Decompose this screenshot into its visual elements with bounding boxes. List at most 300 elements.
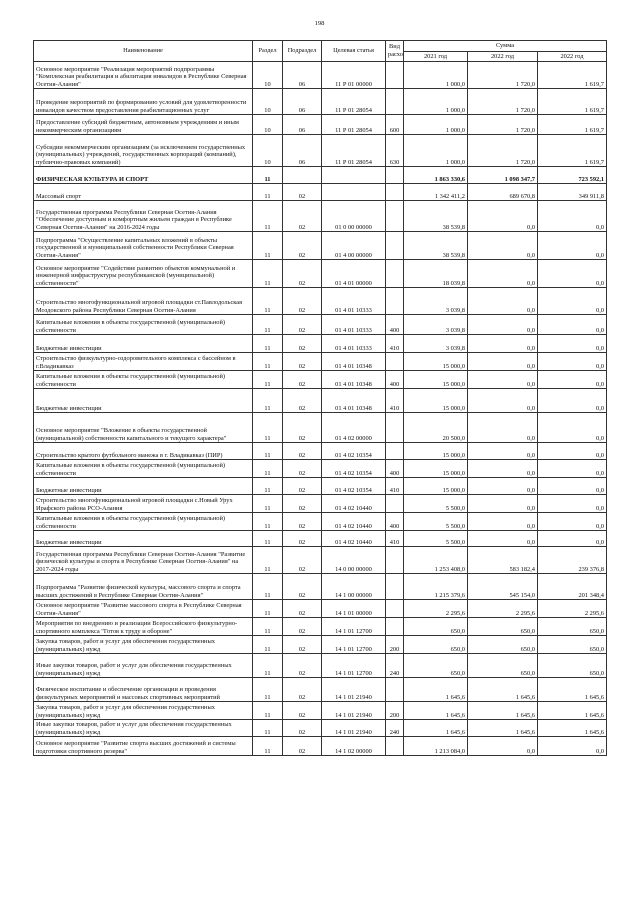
cell-razdel: 11	[253, 495, 283, 513]
cell-vid	[386, 167, 404, 184]
cell-podrazdel: 02	[283, 547, 322, 574]
cell-sum-2022b: 0,0	[538, 353, 607, 371]
cell-vid	[386, 547, 404, 574]
cell-razdel: 11	[253, 531, 283, 547]
cell-sum-2021: 20 500,0	[404, 413, 468, 443]
table-row	[34, 618, 607, 636]
cell-sum-2021: 1 000,0	[404, 89, 468, 115]
table-row	[34, 478, 607, 495]
cell-sum-2022a: 2 295,6	[468, 600, 538, 618]
cell-sum-2022a: 1 720,0	[468, 115, 538, 135]
table-row	[34, 89, 607, 115]
cell-sum-2021: 15 000,0	[404, 478, 468, 495]
cell-podrazdel: 02	[283, 288, 322, 315]
cell-target-article: 11 Р 01 28054	[322, 89, 386, 115]
header-sum: Сумма	[404, 41, 607, 52]
cell-razdel: 11	[253, 353, 283, 371]
cell-sum-2022b: 1 619,7	[538, 62, 607, 89]
table-row	[34, 315, 607, 335]
cell-vid: 400	[386, 371, 404, 389]
cell-sum-2022b: 0,0	[538, 260, 607, 288]
cell-name: Иные закупки товаров, работ и услуг для обеспечения государственных (муниципальных) нужд	[34, 720, 253, 737]
cell-sum-2022a: 0,0	[468, 201, 538, 232]
cell-podrazdel: 02	[283, 371, 322, 389]
cell-sum-2021: 650,0	[404, 654, 468, 678]
table-row	[34, 737, 607, 756]
cell-name: Бюджетные инвестиции	[34, 335, 253, 353]
cell-sum-2022a: 0,0	[468, 413, 538, 443]
cell-target-article: 14 1 01 00000	[322, 600, 386, 618]
table-row	[34, 260, 607, 288]
cell-target-article: 11 Р 01 28054	[322, 135, 386, 167]
cell-podrazdel: 02	[283, 495, 322, 513]
cell-vid	[386, 737, 404, 756]
cell-name: Строительство физкультурно-оздоровительного комплекса с бассейном в г.Владикавказ	[34, 353, 253, 371]
cell-sum-2022b: 0,0	[538, 288, 607, 315]
cell-vid	[386, 288, 404, 315]
cell-sum-2022b: 0,0	[538, 201, 607, 232]
cell-sum-2021: 5 500,0	[404, 495, 468, 513]
cell-sum-2021: 15 000,0	[404, 389, 468, 413]
table-row	[34, 547, 607, 574]
table-row	[34, 371, 607, 389]
cell-target-article: 01 4 01 10348	[322, 389, 386, 413]
cell-razdel: 11	[253, 443, 283, 460]
table-row	[34, 288, 607, 315]
cell-podrazdel: 02	[283, 443, 322, 460]
cell-razdel: 11	[253, 678, 283, 702]
cell-podrazdel	[283, 167, 322, 184]
cell-vid: 200	[386, 702, 404, 720]
cell-target-article: 01 4 00 00000	[322, 232, 386, 260]
cell-sum-2021: 3 039,8	[404, 288, 468, 315]
cell-target-article: 01 4 01 10333	[322, 335, 386, 353]
cell-razdel: 11	[253, 478, 283, 495]
cell-name: Проведение мероприятий по формированию условий для удовлетворенности инвалидов качеством предоставления реабилитационных услуг	[34, 89, 253, 115]
cell-sum-2022b: 650,0	[538, 618, 607, 636]
cell-sum-2022b: 0,0	[538, 443, 607, 460]
cell-vid: 410	[386, 478, 404, 495]
budget-table	[33, 40, 607, 756]
cell-sum-2022a: 689 670,8	[468, 184, 538, 201]
cell-podrazdel: 02	[283, 600, 322, 618]
cell-target-article: 14 1 01 21940	[322, 678, 386, 702]
cell-podrazdel: 02	[283, 654, 322, 678]
table-row	[34, 678, 607, 702]
cell-name: Подпрограмма "Развитие физической культуры, массового спорта и спорта высших достижений в Республике Северная Осетия-Алания"	[34, 574, 253, 600]
cell-sum-2022b: 1 645,6	[538, 702, 607, 720]
cell-razdel: 11	[253, 720, 283, 737]
cell-razdel: 11	[253, 654, 283, 678]
cell-razdel: 10	[253, 115, 283, 135]
cell-podrazdel: 02	[283, 260, 322, 288]
cell-vid	[386, 201, 404, 232]
cell-target-article: 01 4 01 10348	[322, 371, 386, 389]
cell-sum-2022a: 650,0	[468, 654, 538, 678]
cell-podrazdel: 06	[283, 115, 322, 135]
cell-razdel: 10	[253, 89, 283, 115]
header-razdel: Раздел	[253, 41, 283, 62]
cell-razdel: 11	[253, 636, 283, 654]
cell-name: Основное мероприятие "Вложение в объекты государственной (муниципальной) собственности капитального и текущего характера"	[34, 413, 253, 443]
cell-podrazdel: 02	[283, 353, 322, 371]
cell-sum-2022b: 1 645,6	[538, 678, 607, 702]
table-row	[34, 460, 607, 478]
cell-target-article: 01 4 02 10440	[322, 513, 386, 531]
cell-sum-2022a: 1 645,6	[468, 702, 538, 720]
table-row	[34, 201, 607, 232]
cell-name: Капитальные вложения в объекты государственной (муниципальной) собственности	[34, 460, 253, 478]
cell-podrazdel: 02	[283, 478, 322, 495]
cell-podrazdel: 02	[283, 531, 322, 547]
cell-name: Основное мероприятие "Развитие массового спорта в Республике Северная Осетия-Алания"	[34, 600, 253, 618]
table-row	[34, 636, 607, 654]
header-2022b: 2022 год	[538, 52, 607, 62]
cell-podrazdel: 02	[283, 460, 322, 478]
cell-sum-2021: 18 039,8	[404, 260, 468, 288]
header-podrazdel: Подраздел	[283, 41, 322, 62]
cell-sum-2022b: 0,0	[538, 389, 607, 413]
cell-sum-2022a: 0,0	[468, 288, 538, 315]
cell-sum-2022a: 0,0	[468, 371, 538, 389]
cell-podrazdel: 06	[283, 135, 322, 167]
table-row	[34, 720, 607, 737]
cell-vid	[386, 184, 404, 201]
cell-name: ФИЗИЧЕСКАЯ КУЛЬТУРА И СПОРТ	[34, 167, 253, 184]
cell-name: Закупка товаров, работ и услуг для обеспечения государственных (муниципальных) нужд	[34, 636, 253, 654]
cell-razdel: 10	[253, 135, 283, 167]
cell-vid	[386, 443, 404, 460]
cell-razdel: 11	[253, 232, 283, 260]
cell-target-article: 14 1 01 12700	[322, 636, 386, 654]
cell-sum-2022a: 1 645,6	[468, 678, 538, 702]
cell-name: Основное мероприятие "Содействие развитию объектов коммунальной и инженерной инфраструктуры республиканской (муниципальной) собственности"	[34, 260, 253, 288]
cell-vid	[386, 495, 404, 513]
cell-vid: 200	[386, 636, 404, 654]
cell-podrazdel: 02	[283, 678, 322, 702]
cell-sum-2021: 1 000,0	[404, 115, 468, 135]
table-row	[34, 353, 607, 371]
cell-razdel: 11	[253, 184, 283, 201]
table-row	[34, 600, 607, 618]
cell-sum-2021: 2 295,6	[404, 600, 468, 618]
page-number: 198	[314, 20, 325, 27]
cell-razdel: 11	[253, 201, 283, 232]
cell-target-article: 01 4 02 10354	[322, 460, 386, 478]
cell-name: Физическое воспитание и обеспечение организации и проведения физкультурных мероприятий и массовых спортивных мероприятий	[34, 678, 253, 702]
cell-sum-2022b: 1 619,7	[538, 89, 607, 115]
cell-sum-2022a: 0,0	[468, 443, 538, 460]
table-row	[34, 167, 607, 184]
cell-name: Основное мероприятие "Развитие спорта высших достижений и системы подготовки спортивного резерва"	[34, 737, 253, 756]
header-2021: 2021 год	[404, 52, 468, 62]
cell-sum-2021: 15 000,0	[404, 353, 468, 371]
cell-podrazdel: 02	[283, 737, 322, 756]
table-row	[34, 574, 607, 600]
cell-target-article: 01 4 01 10333	[322, 315, 386, 335]
cell-sum-2022a: 0,0	[468, 232, 538, 260]
table-row	[34, 513, 607, 531]
cell-sum-2022a: 1 645,6	[468, 720, 538, 737]
cell-podrazdel: 06	[283, 89, 322, 115]
cell-vid: 630	[386, 135, 404, 167]
cell-vid	[386, 600, 404, 618]
cell-vid: 240	[386, 654, 404, 678]
cell-target-article: 01 0 00 00000	[322, 201, 386, 232]
table-row	[34, 654, 607, 678]
cell-target-article: 14 1 01 12700	[322, 618, 386, 636]
cell-sum-2022b: 1 619,7	[538, 135, 607, 167]
cell-target-article: 01 4 02 10354	[322, 443, 386, 460]
cell-sum-2022a: 0,0	[468, 260, 538, 288]
cell-razdel: 10	[253, 62, 283, 89]
cell-target-article: 01 4 02 10354	[322, 478, 386, 495]
table-row	[34, 115, 607, 135]
cell-vid: 400	[386, 513, 404, 531]
table-row	[34, 135, 607, 167]
cell-sum-2022b: 2 295,6	[538, 600, 607, 618]
cell-name: Закупка товаров, работ и услуг для обеспечения государственных (муниципальных) нужд	[34, 702, 253, 720]
cell-sum-2021: 1 645,6	[404, 678, 468, 702]
cell-target-article: 01 4 01 10348	[322, 353, 386, 371]
cell-razdel: 11	[253, 460, 283, 478]
cell-vid	[386, 618, 404, 636]
cell-podrazdel: 02	[283, 574, 322, 600]
cell-podrazdel: 02	[283, 184, 322, 201]
cell-podrazdel: 02	[283, 335, 322, 353]
cell-sum-2022b: 650,0	[538, 636, 607, 654]
cell-podrazdel: 02	[283, 720, 322, 737]
cell-name: Капитальные вложения в объекты государственной (муниципальной) собственности	[34, 371, 253, 389]
table-row	[34, 531, 607, 547]
cell-sum-2022b: 0,0	[538, 413, 607, 443]
cell-sum-2021: 15 000,0	[404, 443, 468, 460]
cell-target-article: 11 Р 01 00000	[322, 62, 386, 89]
cell-sum-2021: 38 539,8	[404, 232, 468, 260]
cell-vid: 410	[386, 389, 404, 413]
cell-vid	[386, 232, 404, 260]
cell-vid: 240	[386, 720, 404, 737]
cell-sum-2021: 1 000,0	[404, 135, 468, 167]
cell-target-article: 14 1 01 21940	[322, 702, 386, 720]
cell-sum-2021: 650,0	[404, 636, 468, 654]
cell-podrazdel: 02	[283, 232, 322, 260]
cell-sum-2022a: 0,0	[468, 315, 538, 335]
cell-name: Иные закупки товаров, работ и услуг для обеспечения государственных (муниципальных) нужд	[34, 654, 253, 678]
cell-sum-2022a: 0,0	[468, 737, 538, 756]
cell-podrazdel: 06	[283, 62, 322, 89]
cell-razdel: 11	[253, 371, 283, 389]
cell-razdel: 11	[253, 315, 283, 335]
cell-sum-2022b: 0,0	[538, 513, 607, 531]
cell-sum-2022b: 1 619,7	[538, 115, 607, 135]
cell-sum-2021: 1 253 408,0	[404, 547, 468, 574]
header-target-article: Целевая статья	[322, 41, 386, 62]
cell-sum-2022a: 1 098 347,7	[468, 167, 538, 184]
cell-sum-2022a: 545 154,0	[468, 574, 538, 600]
cell-sum-2021: 1 213 084,0	[404, 737, 468, 756]
cell-sum-2021: 3 039,8	[404, 315, 468, 335]
cell-vid	[386, 89, 404, 115]
cell-vid: 410	[386, 335, 404, 353]
cell-name: Основное мероприятие "Реализация мероприятий подпрограммы "Комплексная реабилитация и абилитация инвалидов в Республике Северная Осетия-Алания"	[34, 62, 253, 89]
cell-sum-2022b: 0,0	[538, 531, 607, 547]
cell-vid	[386, 413, 404, 443]
cell-target-article	[322, 184, 386, 201]
table-body	[34, 62, 607, 756]
cell-razdel: 11	[253, 260, 283, 288]
cell-vid: 400	[386, 315, 404, 335]
cell-podrazdel: 02	[283, 636, 322, 654]
cell-name: Бюджетные инвестиции	[34, 389, 253, 413]
cell-sum-2021: 5 500,0	[404, 513, 468, 531]
header-vid: Вид расхо	[386, 41, 404, 62]
cell-vid	[386, 353, 404, 371]
cell-sum-2021: 1 000,0	[404, 62, 468, 89]
cell-target-article: 14 1 01 21940	[322, 720, 386, 737]
cell-target-article: 11 Р 01 28054	[322, 115, 386, 135]
cell-sum-2022b: 201 348,4	[538, 574, 607, 600]
cell-sum-2021: 650,0	[404, 618, 468, 636]
cell-target-article: 01 4 02 00000	[322, 413, 386, 443]
cell-sum-2022b: 349 911,8	[538, 184, 607, 201]
cell-vid	[386, 62, 404, 89]
cell-sum-2022b: 0,0	[538, 478, 607, 495]
cell-vid: 600	[386, 115, 404, 135]
cell-sum-2022b: 0,0	[538, 315, 607, 335]
table-row	[34, 443, 607, 460]
cell-sum-2022a: 1 720,0	[468, 135, 538, 167]
table-row	[34, 389, 607, 413]
cell-target-article	[322, 167, 386, 184]
header-2022a: 2022 год	[468, 52, 538, 62]
cell-podrazdel: 02	[283, 315, 322, 335]
cell-sum-2022a: 0,0	[468, 335, 538, 353]
cell-vid	[386, 574, 404, 600]
cell-sum-2021: 1 645,6	[404, 720, 468, 737]
cell-sum-2022a: 1 720,0	[468, 62, 538, 89]
cell-sum-2022a: 0,0	[468, 389, 538, 413]
cell-sum-2022a: 0,0	[468, 460, 538, 478]
cell-name: Подпрограмма "Осуществление капитальных вложений в объекты государственной и муниципальной собственности Республики Северная Осетия-Алания"	[34, 232, 253, 260]
cell-sum-2022b: 0,0	[538, 371, 607, 389]
cell-name: Государственная программа Республики Северная Осетия-Алания "Обеспечение доступным и комфортным жильем граждан в Республике Северная Осетия-Алания" на 2016-2024 годы	[34, 201, 253, 232]
cell-vid: 410	[386, 531, 404, 547]
cell-vid	[386, 678, 404, 702]
table-row	[34, 232, 607, 260]
cell-target-article: 14 0 00 00000	[322, 547, 386, 574]
cell-podrazdel: 02	[283, 201, 322, 232]
table-row	[34, 335, 607, 353]
cell-razdel: 11	[253, 335, 283, 353]
cell-sum-2022a: 0,0	[468, 353, 538, 371]
cell-sum-2022b: 0,0	[538, 335, 607, 353]
cell-sum-2021: 5 500,0	[404, 531, 468, 547]
cell-razdel: 11	[253, 702, 283, 720]
cell-vid: 400	[386, 460, 404, 478]
cell-target-article: 01 4 02 10440	[322, 495, 386, 513]
cell-sum-2022a: 0,0	[468, 531, 538, 547]
cell-podrazdel: 02	[283, 389, 322, 413]
cell-podrazdel: 02	[283, 513, 322, 531]
table-row	[34, 62, 607, 89]
cell-sum-2022b: 0,0	[538, 232, 607, 260]
cell-sum-2022b: 650,0	[538, 654, 607, 678]
table-row	[34, 413, 607, 443]
cell-sum-2022b: 723 592,1	[538, 167, 607, 184]
cell-name: Капитальные вложения в объекты государственной (муниципальной) собственности	[34, 315, 253, 335]
cell-name: Строительство многофункциональной игровой площадки с.Новый Урух Ирафского района РСО-Алания	[34, 495, 253, 513]
cell-sum-2022a: 1 720,0	[468, 89, 538, 115]
cell-razdel: 11	[253, 389, 283, 413]
cell-name: Бюджетные инвестиции	[34, 478, 253, 495]
cell-target-article: 14 1 00 00000	[322, 574, 386, 600]
cell-name: Предоставление субсидий бюджетным, автономным учреждениям и иным некоммерческим организациям	[34, 115, 253, 135]
cell-razdel: 11	[253, 413, 283, 443]
table-row	[34, 184, 607, 201]
cell-razdel: 11	[253, 618, 283, 636]
cell-name: Строительство многофункциональной игровой площадки ст.Павлодольская Моздокского района Республики Северная Осетия-Алания	[34, 288, 253, 315]
cell-sum-2022b: 0,0	[538, 460, 607, 478]
cell-sum-2022a: 583 182,4	[468, 547, 538, 574]
cell-sum-2021: 1 215 379,6	[404, 574, 468, 600]
cell-podrazdel: 02	[283, 413, 322, 443]
cell-target-article: 01 4 02 10440	[322, 531, 386, 547]
cell-vid	[386, 260, 404, 288]
cell-name: Субсидии некоммерческим организациям (за исключением государственных (муниципальных) учреждений, государственных корпораций (компаний), публично-правовых компаний)	[34, 135, 253, 167]
cell-sum-2022b: 239 376,8	[538, 547, 607, 574]
cell-razdel: 11	[253, 288, 283, 315]
cell-sum-2021: 15 000,0	[404, 371, 468, 389]
cell-target-article: 14 1 02 00000	[322, 737, 386, 756]
cell-name: Капитальные вложения в объекты государственной (муниципальной) собственности	[34, 513, 253, 531]
cell-sum-2021: 1 863 330,6	[404, 167, 468, 184]
cell-target-article: 14 1 01 12700	[322, 654, 386, 678]
cell-name: Массовый спорт	[34, 184, 253, 201]
table-row	[34, 495, 607, 513]
cell-target-article: 01 4 01 00000	[322, 260, 386, 288]
cell-sum-2021: 1 342 411,2	[404, 184, 468, 201]
cell-razdel: 11	[253, 600, 283, 618]
cell-target-article: 01 4 01 10333	[322, 288, 386, 315]
cell-razdel: 11	[253, 513, 283, 531]
cell-name: Строительство крытого футбольного манежа в г. Владикавказ (ПИР)	[34, 443, 253, 460]
cell-sum-2021: 15 000,0	[404, 460, 468, 478]
cell-razdel: 11	[253, 167, 283, 184]
table-row	[34, 702, 607, 720]
cell-sum-2022b: 0,0	[538, 737, 607, 756]
cell-razdel: 11	[253, 737, 283, 756]
cell-sum-2022a: 0,0	[468, 495, 538, 513]
cell-sum-2021: 3 039,8	[404, 335, 468, 353]
cell-sum-2022a: 650,0	[468, 636, 538, 654]
cell-podrazdel: 02	[283, 618, 322, 636]
cell-sum-2022a: 0,0	[468, 513, 538, 531]
cell-sum-2022a: 650,0	[468, 618, 538, 636]
cell-sum-2022b: 1 645,6	[538, 720, 607, 737]
header-name: Наименование	[34, 41, 253, 62]
cell-sum-2021: 1 645,6	[404, 702, 468, 720]
cell-name: Мероприятия по внедрению и реализации Всероссийского физкультурно-спортивного комплекса "Готов к труду и обороне"	[34, 618, 253, 636]
cell-sum-2021: 38 539,8	[404, 201, 468, 232]
cell-podrazdel: 02	[283, 702, 322, 720]
cell-razdel: 11	[253, 547, 283, 574]
cell-sum-2022a: 0,0	[468, 478, 538, 495]
cell-name: Государственная программа Республики Северная Осетия-Алания "Развитие физической культуры и спорта в Республике Северная Осетия-Алания" на 2017-2024 годы	[34, 547, 253, 574]
cell-sum-2022b: 0,0	[538, 495, 607, 513]
cell-razdel: 11	[253, 574, 283, 600]
cell-name: Бюджетные инвестиции	[34, 531, 253, 547]
